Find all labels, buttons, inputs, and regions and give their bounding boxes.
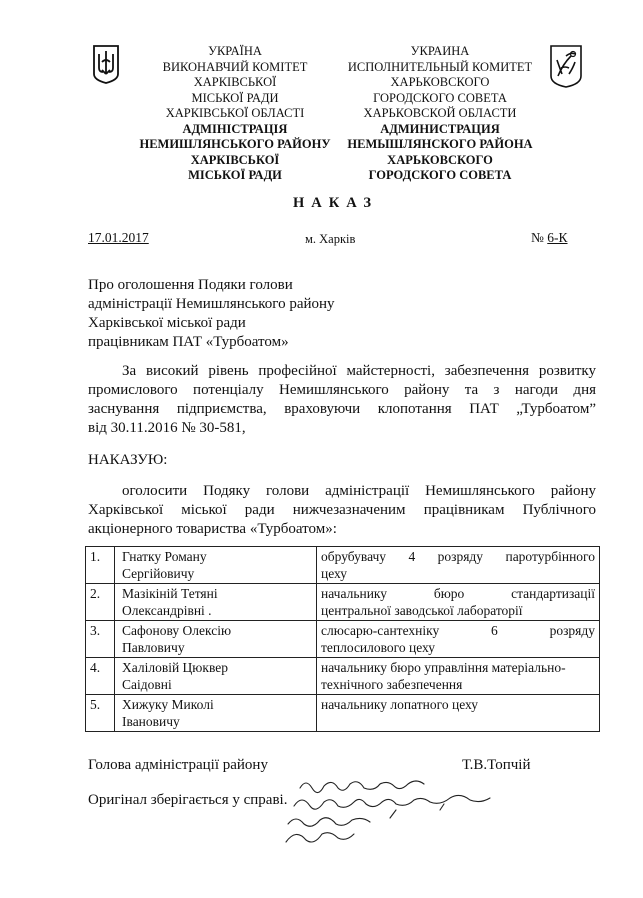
header-left-bold-line: АДМІНІСТРАЦІЯ: [182, 121, 288, 136]
table-row: [86, 695, 600, 732]
preamble-line: заснування підприємства, враховуючи клопотання ПАТ „Турбоатом”: [88, 401, 596, 417]
header-left-bold-line: ХАРКІВСЬКОЇ: [190, 152, 280, 167]
preamble: [88, 362, 596, 438]
order-word: НАКАЗУЮ:: [88, 452, 168, 468]
row-number: 1.: [86, 547, 115, 584]
employees-table: [85, 546, 600, 732]
employee-position: слюсарю-сантехніку 6 розряду теплосилового цеху: [317, 621, 600, 658]
employee-name: Хижуку Миколі Івановичу: [115, 695, 317, 732]
header-right-line: ХАРЬКОВСКОГО: [390, 75, 490, 89]
preamble-line: промислового потенціалу Немишлянського району та з нагоди дня: [88, 382, 596, 398]
header-left-line: МІСЬКОЇ РАДИ: [191, 90, 279, 105]
table-row: [86, 658, 600, 695]
subject-line: Харківської міської ради: [88, 315, 246, 331]
employee-name: Гнатку Роману Сергійовичу: [115, 547, 317, 584]
signature-title: Голова адміністрації району: [88, 757, 268, 773]
number-value: 6-К: [547, 230, 568, 245]
header-left-bold-line: МІСЬКОЇ РАДИ: [188, 168, 282, 182]
number-prefix: №: [531, 230, 544, 245]
table-row: [86, 584, 600, 621]
employee-name: Мазікіній Тетяні Олександрівні .: [115, 584, 317, 621]
row-number: 5.: [86, 695, 115, 732]
preamble-line: За високий рівень професійної майстерності, забезпечення розвитку: [122, 363, 596, 379]
table-row: [86, 621, 600, 658]
document-subject: [88, 276, 335, 352]
table-row: [86, 547, 600, 584]
header-left-bold-line: НЕМИШЛЯНСЬКОГО РАЙОНУ: [139, 137, 331, 151]
document-place: м. Харків: [305, 232, 356, 246]
header-left-line: ХАРКІВСЬКОЇ: [193, 75, 277, 89]
document-number: [531, 230, 568, 246]
order-text-line: Харківської міської ради нижчезазначеним працівникам Публічного: [88, 502, 596, 518]
header-left-line: УКРАЇНА: [208, 44, 262, 58]
signature-name: Т.В.Топчій: [462, 757, 531, 773]
employee-name: Сафонову Олексію Павловичу: [115, 621, 317, 658]
header-right-line: ХАРЬКОВСКОЙ ОБЛАСТИ: [363, 106, 517, 120]
header-left-line: ХАРКІВСЬКОЇ ОБЛАСТІ: [165, 106, 305, 120]
order-text-line: акціонерного товариства «Турбоатом»:: [88, 521, 337, 537]
subject-line: працівникам ПАТ «Турбоатом»: [88, 334, 289, 350]
footer-label: Оригінал зберігається у справі.: [88, 792, 288, 808]
header-right-line: УКРАИНА: [410, 44, 470, 58]
row-number: 4.: [86, 658, 115, 695]
header-right-bold-line: ХАРЬКОВСКОГО: [387, 152, 493, 167]
subject-line: Про оголошення Подяки голови: [88, 277, 293, 293]
header-right-line: ГОРОДСКОГО СОВЕТА: [373, 90, 507, 105]
employee-name: Халіловій Цюквер Саідовні: [115, 658, 317, 695]
employee-position: обрубувачу 4 розряду паротурбінного цеху: [317, 547, 600, 584]
order-text: [88, 482, 596, 539]
header-right: [320, 44, 560, 184]
employee-position: начальнику бюро управління матеріально- технічного забезпечення: [317, 658, 600, 695]
document-date: 17.01.2017: [88, 230, 149, 245]
header-left-line: ВИКОНАВЧИЙ КОМІТЕТ: [162, 59, 308, 74]
row-number: 3.: [86, 621, 115, 658]
preamble-line: від 30.11.2016 № 30-581,: [88, 420, 246, 436]
handwritten-note: [280, 770, 560, 850]
header-right-bold-line: НЕМЫШЛЯНСКОГО РАЙОНА: [347, 137, 533, 151]
header-right-line: ИСПОЛНИТЕЛЬНЫЙ КОМИТЕТ: [347, 59, 533, 74]
subject-line: адміністрації Немишлянського району: [88, 296, 335, 312]
order-text-line: оголосити Подяку голови адміністрації Немишлянського району: [122, 483, 596, 499]
document-title: НАКАЗ: [293, 195, 379, 211]
row-number: 2.: [86, 584, 115, 621]
employee-position: начальнику лопатного цеху: [317, 695, 600, 732]
header-right-bold-line: АДМИНИСТРАЦИЯ: [380, 121, 500, 136]
header-right-bold-line: ГОРОДСКОГО СОВЕТА: [368, 168, 512, 182]
employee-position: начальнику бюро стандартизації центральної заводської лабораторії: [317, 584, 600, 621]
